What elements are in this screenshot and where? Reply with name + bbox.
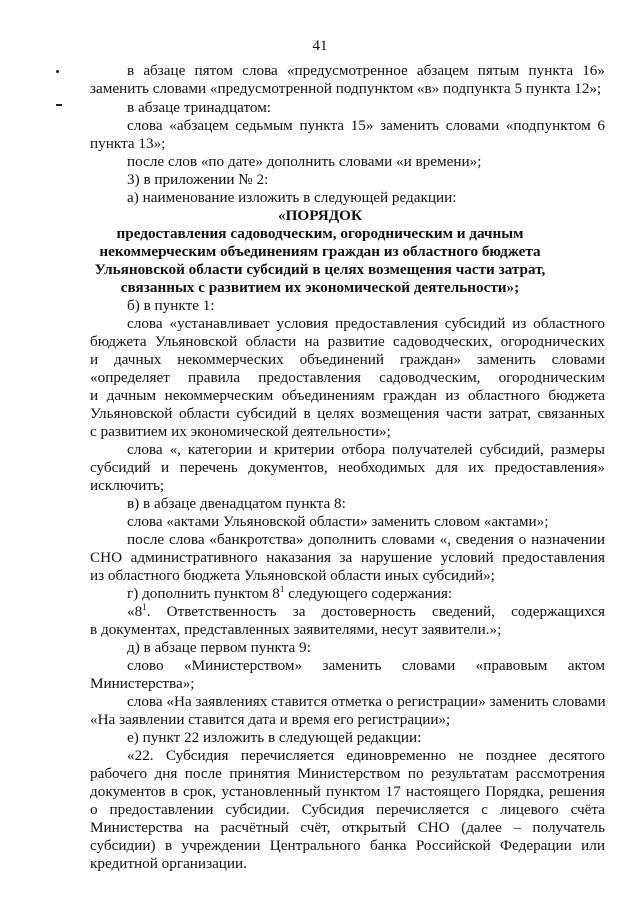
text-line: после слова «банкротства» дополнить словами «, сведения о назначении: [127, 531, 605, 548]
heading-line: предоставления садоводческим, огородническим и дачным: [116, 225, 524, 242]
text-line: после слов «по дате» дополнить словами «и времени»;: [127, 153, 482, 170]
text-line: [127, 585, 452, 603]
text-line: и дачным некоммерческим объединениям граждан из областного бюджета: [90, 387, 605, 404]
text-line: слова «актами Ульяновской области» заменить словом «актами»;: [127, 513, 549, 530]
superscript: 1: [279, 584, 285, 594]
text-line: слова «абзацем седьмым пункта 15» заменить словами «подпунктом 6: [127, 117, 605, 134]
text-line: с развитием их экономической деятельности»;: [90, 423, 391, 440]
heading-line: Ульяновской области субсидий в целях возмещения части затрат,: [94, 261, 546, 278]
text-line: СНО административного наказания за нарушение условий предоставления: [90, 549, 605, 566]
text-line: о предоставлении субсидии. Субсидия перечисляется с лицевого счёта: [90, 801, 605, 818]
text-line: субсидии) в учреждении Центрального банка Российской Федерации или: [90, 837, 605, 854]
text-fragment: г) дополнить пунктом 8: [127, 585, 280, 602]
text-line: в абзаце тринадцатом:: [127, 99, 272, 116]
heading-line: связанных с развитием их экономической деятельности»;: [120, 279, 520, 296]
text-line: рабочего дня после принятия Министерством по результатам рассмотрения: [90, 765, 605, 782]
text-line: Министерства»;: [90, 675, 195, 692]
text-line: бюджета Ульяновской области на развитие садоводческих, огороднических: [90, 333, 605, 350]
text-line: «На заявлении ставится дата и время его регистрации»;: [90, 711, 451, 728]
text-line: заменить словами «предусмотренной подпунктом «в» подпункта 5 пункта 12»;: [90, 80, 602, 97]
text-line: «определяет правила предоставления садоводческим, огородническим: [90, 369, 605, 386]
text-line: б) в пункте 1:: [127, 297, 215, 314]
page-number: 41: [312, 38, 328, 54]
margin-dot-mark: [56, 70, 59, 73]
text-line: кредитной организации.: [90, 855, 247, 872]
text-fragment: следующего содержания:: [284, 585, 453, 602]
text-line: в абзаце пятом слова «предусмотренное абзацем пятым пункта 16»: [127, 62, 605, 79]
text-line: а) наименование изложить в следующей редакции:: [127, 189, 457, 206]
text-line: «22. Субсидия перечисляется единовременно не позднее десятого: [127, 747, 605, 764]
text-line: Ульяновской области субсидий в целях возмещения части затрат, связанных: [90, 405, 605, 422]
text-line: е) пункт 22 изложить в следующей редакции:: [127, 729, 422, 746]
text-line: в) в абзаце двенадцатом пункта 8:: [127, 495, 346, 512]
text-line: документов в срок, установленный пунктом 17 настоящего Порядка, решения: [90, 783, 605, 800]
margin-dash-mark: [56, 104, 62, 106]
text-fragment: . Ответственность за достоверность сведений, содержащихся: [146, 603, 605, 620]
text-line: из областного бюджета Ульяновской области иных субсидий»;: [90, 567, 495, 584]
text-line: [127, 603, 605, 621]
superscript: 1: [142, 602, 147, 612]
text-line: д) в абзаце первом пункта 9:: [127, 639, 311, 656]
text-line: пункта 13»;: [90, 135, 166, 152]
text-line: слова «На заявлениях ставится отметка о регистрации» заменить словами: [127, 693, 606, 710]
text-line: слова «устанавливает условия предоставления субсидий из областного: [127, 315, 605, 332]
text-line: субсидий и перечень документов, необходимых для их предоставления»: [90, 459, 605, 476]
text-line: в документах, представленных заявителями, несут заявители.»;: [90, 621, 502, 638]
text-fragment: «8: [127, 603, 143, 620]
text-line: 3) в приложении № 2:: [127, 171, 269, 188]
text-line: слова «, категории и критерии отбора получателей субсидий, размеры: [127, 441, 605, 458]
text-line: слово «Министерством» заменить словами «правовым актом: [127, 657, 605, 674]
text-line: и дачных некоммерческих объединений граждан» заменить словами: [90, 351, 605, 368]
text-line: исключить;: [90, 477, 165, 494]
heading-line: некоммерческим объединениям граждан из областного бюджета: [99, 243, 541, 260]
heading-title: «ПОРЯДОК: [278, 207, 362, 224]
text-line: Министерства на расчётный счёт, открытый СНО (далее – получатель: [90, 819, 605, 836]
